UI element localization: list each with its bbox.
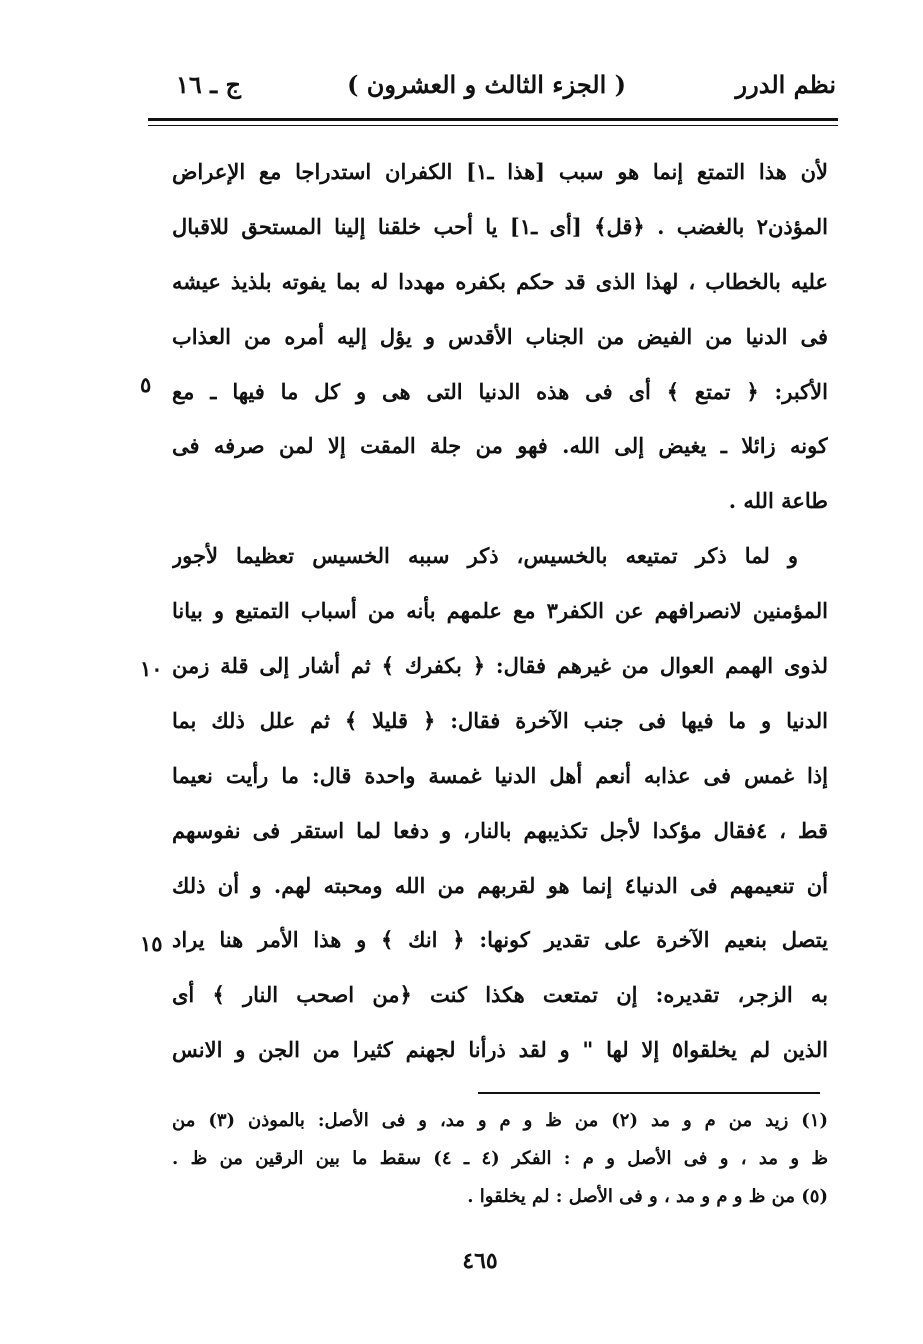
- text-line: و لما ذكر تمتيعه بالخسيس، ذكر سببه الخسيس تعظيما لأجور: [172, 543, 798, 569]
- text-line: قط ، ٤فقال مؤكدا لأجل تكذيبهم بالنار، و دفعا لما استقر فى نفوسهم: [172, 817, 828, 843]
- footnote-line: ظ و مد ، و فى الأصل و م : الفكر (٤ ـ ٤) سقط ما بين الرقين من ظ .: [172, 1148, 828, 1169]
- text-line: به الزجر، تقديره: إن تمتعت هكذا كنت ﴿من اصحب النار ﴾ أى: [172, 982, 828, 1008]
- text-line: الدنيا و ما فيها فى جنب الآخرة فقال: ﴿ قليلا ﴾ ثم علل ذلك بما: [172, 707, 828, 733]
- volume-number: ج ـ ١٦: [176, 70, 242, 99]
- text-line: كونه زائلا ـ يغيض إلى الله. فهو من جلة المقت إلا لمن صرفه فى: [172, 433, 828, 459]
- text-line: الذين لم يخلقوا٥ إلا لها " و لقد ذرأنا لجهنم كثيرا من الجن و الانس: [172, 1037, 828, 1063]
- text-line: لأن هذا التمتع إنما هو سبب [هذا ـ١] الكفران استدراجا مع الإعراض: [172, 159, 828, 184]
- text-line: عليه بالخطاب ، لهذا الذى قد حكم بكفره مهددا له بما يفوته بلذيذ عيشه: [172, 268, 828, 294]
- header-rule-thin: [148, 125, 838, 126]
- footnotes: [172, 1102, 828, 1216]
- text-line: المؤمنين لانصرافهم عن الكفر٣ مع علمهم بأنه من أسباب التمتيع و بيانا: [172, 598, 828, 624]
- text-line: المؤذن٢ بالغضب . ﴿قل﴾ [أى ـ١] يا أحب خلقنا إلينا المستحق للاقبال: [172, 213, 828, 239]
- footnote-line: (١) زيد من م و مد (٢) من ظ و م و مد، و فى الأصل: بالموذن (٣) من: [172, 1110, 828, 1131]
- footnote-line: (٥) من ظ و م و مد ، و فى الأصل : لم يخلقوا .: [467, 1186, 828, 1207]
- header-rule-thick: [148, 118, 838, 121]
- footnote-separator: [478, 1092, 820, 1094]
- line-number-15: ١٥: [140, 931, 163, 956]
- text-line: أن تنعيمهم فى الدنيا٤ إنما هو لقربهم من الله ومحبته لهم. و أن ذلك: [172, 872, 828, 898]
- text-line: فى الدنيا من الفيض من الجناب الأقدس و يؤل إليه أمره من العذاب: [172, 323, 828, 349]
- body-text: [172, 145, 828, 1078]
- line-number-5: ٥: [140, 372, 152, 397]
- running-header: [148, 70, 836, 110]
- page-number: ٤٦٥: [462, 1248, 498, 1274]
- part-title: ( الجزء الثالث و العشرون ): [347, 70, 626, 99]
- text-line: لذوى الهمم العوال من غيرهم فقال: ﴿ بكفرك ﴾ ثم أشار إلى قلة زمن: [172, 653, 828, 679]
- text-line: يتصل بنعيم الآخرة على تقدير كونها: ﴿ انك ﴾ و هذا الأمر هنا يراد: [172, 927, 828, 953]
- text-line: الأكبر: ﴿ تمتع ﴾ أى فى هذه الدنيا التى هى و كل ما فيها ـ مع: [172, 378, 828, 404]
- text-line: طاعة الله .: [728, 488, 828, 514]
- text-line: إذا غمس فى عذابه أنعم أهل الدنيا غمسة واحدة قال: ما رأيت نعيما: [172, 762, 828, 788]
- book-title: نظم الدرر: [735, 70, 836, 99]
- line-number-10: ١٠: [140, 656, 163, 681]
